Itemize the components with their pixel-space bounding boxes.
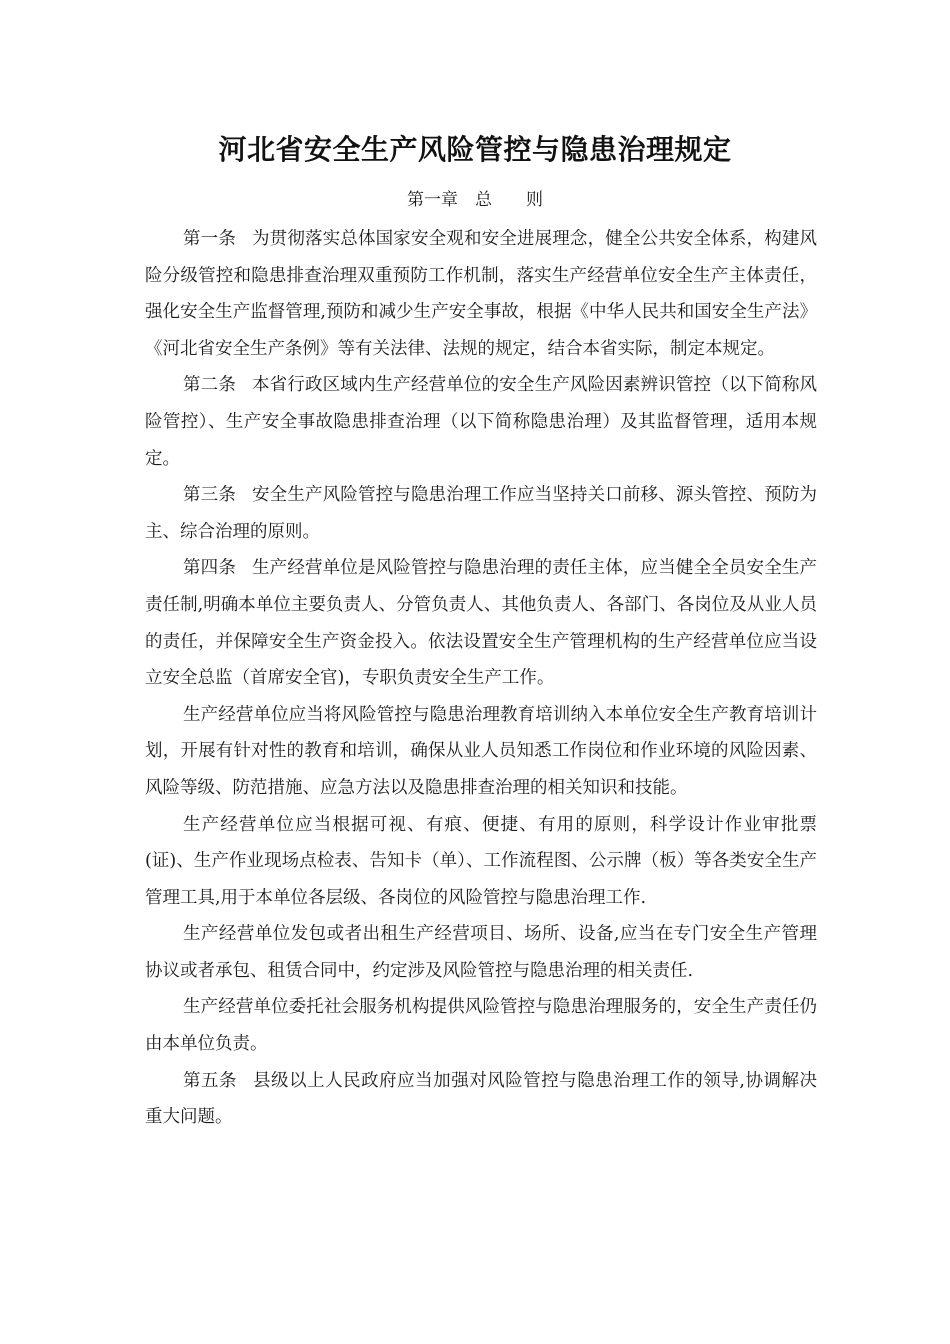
paragraph-text: 生产经营单位是风险管控与隐患治理的责任主体，应当健全全员安全生产责任制,明确本单位主要负责人、分管负责人、其他负责人、各部门、各岗位及从业人员的责任，并保障安全生产资金投入。依法设置安全生产管理机构的生产经营单位应当设立安全总监（首席安全官)，专职负责安全生产工作。 [145,558,818,689]
paragraph-article-2 [145,367,817,477]
paragraph-article-4 [145,550,817,696]
chapter-heading [0,188,950,212]
chapter-heading-text: 第一章 总 则 [407,190,543,210]
article-number: 第一条 [183,229,236,249]
paragraph-text: 安全生产风险管控与隐患治理工作应当坚持关口前移、源头管控、预防为主、综合治理的原则。 [145,485,818,542]
article-number: 第三条 [183,485,236,506]
article-number: 第四条 [183,558,236,579]
paragraph-article-4-clause-2 [145,697,817,807]
paragraph-article-4-clause-3 [145,807,817,917]
paragraph-article-5 [145,1063,817,1136]
paragraph-article-1 [145,221,817,367]
paragraph-text: 本省行政区域内生产经营单位的安全生产风险因素辨识管控（以下简称风险管控）、生产安全事故隐患排查治理（以下简称隐患治理）及其监督管理，适用本规定。 [145,375,818,469]
document-title: 河北省安全生产风险管控与隐患治理规定 [218,133,732,166]
paragraph-text: 生产经营单位发包或者出租生产经营项目、场所、设备,应当在专门安全生产管理协议或者承包、租赁合同中，约定涉及风险管控与隐患治理的相关责任. [145,924,817,981]
article-number: 第二条 [183,375,236,396]
paragraph-article-4-clause-4 [145,916,817,989]
paragraph-article-3 [145,477,817,550]
paragraph-text: 县级以上人民政府应当加强对风险管控与隐患治理工作的领导,协调解决重大问题。 [145,1070,818,1128]
paragraph-article-4-clause-5 [145,989,817,1062]
document-body [145,221,817,1136]
paragraph-text: 生产经营单位应当根据可视、有痕、便捷、有用的原则，科学设计作业审批票(证)、生产作业现场点检表、告知卡（单）、工作流程图、公示牌（板）等各类安全生产管理工具,用于本单位各层级、各岗位的风险管控与隐患治理工作. [145,814,817,908]
paragraph-text: 生产经营单位应当将风险管控与隐患治理教育培训纳入本单位安全生产教育培训计划，开展有针对性的教育和培训，确保从业人员知悉工作岗位和作业环境的风险因素、风险等级、防范措施、应急方法以及隐患排查治理的相关知识和技能。 [145,704,817,798]
paragraph-text: 生产经营单位委托社会服务机构提供风险管控与隐患治理服务的，安全生产责任仍由本单位负责。 [145,997,817,1055]
paragraph-text: 为贯彻落实总体国家安全观和安全进展理念，健全公共安全体系，构建风险分级管控和隐患排查治理双重预防工作机制，落实生产经营单位安全生产主体责任，强化安全生产监督管理,预防和减少生产安全事故，根据《中华人民共和国安全生产法》《河北省安全生产条例》等有关法律、法规的规定，结合本省实际，制定本规定。 [145,229,818,359]
article-number: 第五条 [183,1070,238,1091]
